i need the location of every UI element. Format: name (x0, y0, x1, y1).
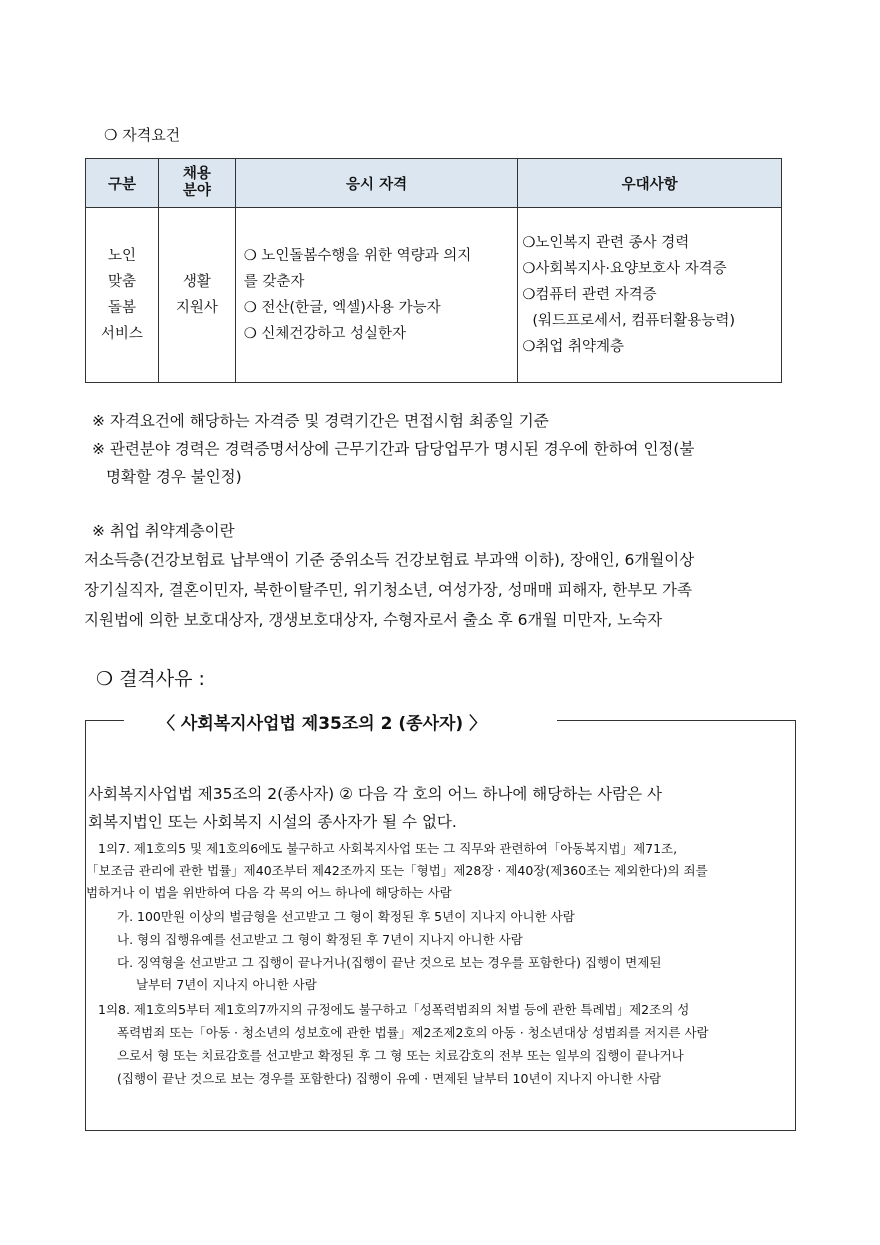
cell-preferences (518, 208, 782, 383)
qualifications-table (85, 158, 782, 383)
header-field-text: 채용 분야 (182, 166, 211, 199)
table-row (86, 208, 782, 383)
sub-item: 다. 징역형을 선고받고 그 집행이 끝나거나(집행이 끝난 것으로 보는 경우를 포함한다) 집행이 면제된 (117, 955, 662, 970)
vulnerable-line: 지원법에 의한 보호대상자, 갱생보호대상자, 수형자로서 출소 후 6개월 미만자, 노숙자 (84, 611, 663, 629)
qualifications-heading: ❍ 자격요건 (104, 126, 181, 144)
cell-requirements (235, 208, 518, 383)
note-line: 명확할 경우 불인정) (106, 468, 242, 486)
header-requirements: 응시 자격 (235, 159, 518, 208)
header-category: 구분 (86, 159, 159, 208)
clause-7-line: 범하거나 이 법을 위반하여 다음 각 목의 어느 하나에 해당하는 사람 (86, 885, 452, 900)
cell-category: 노인 맞춤 돌봄 서비스 (86, 208, 159, 383)
clause-8-line: 폭력범죄 또는「아동 · 청소년의 성보호에 관한 법률」제2조제2호의 아동 · 청소년대상 성범죄를 저지른 사람 (117, 1025, 709, 1040)
requirement-line: 를 갖춘자 (243, 274, 305, 290)
vulnerable-line: 장기실직자, 결혼이민자, 북한이탈주민, 위기청소년, 여성가장, 성매매 피해자, 한부모 가족 (84, 581, 693, 599)
cell-field: 생활 지원사 (158, 208, 235, 383)
header-preferences: 우대사항 (518, 159, 782, 208)
clause-7-line: 1의7. 제1호의5 및 제1호의6에도 불구하고 사회복지사업 또는 그 직무와 관련하여「아동복지법」제71조, (98, 841, 678, 856)
clause-7-line: 「보조금 관리에 관한 법률」제40조부터 제42조까지 또는「형법」제28장 · 제40장(제360조는 제외한다)의 죄를 (86, 863, 708, 878)
requirement-line: ❍ 전산(한글, 엑셀)사용 가능자 (243, 300, 441, 316)
preference-line: (워드프로세서, 컴퓨터활용능력) (532, 313, 735, 329)
preference-line: ❍사회복지사·요양보호사 자격증 (522, 261, 727, 277)
clause-8-line: (집행이 끝난 것으로 보는 경우를 포함한다) 집행이 유예 · 면제된 날부터 10년이 지나지 아니한 사람 (117, 1071, 662, 1086)
box-top-border-left (86, 720, 124, 721)
preference-line: ❍취업 취약계층 (522, 339, 625, 355)
vulnerable-line: 저소득층(건강보험료 납부액이 기준 중위소득 건강보험료 부과액 이하), 장애인, 6개월이상 (84, 551, 695, 569)
clause-8-line: 으로서 형 또는 치료감호를 선고받고 확정된 후 그 형 또는 치료감호의 전부 또는 일부의 집행이 끝나거나 (117, 1048, 684, 1063)
note-line: ※ 관련분야 경력은 경력증명서상에 근무기간과 담당업무가 명시된 경우에 한하여 인정(불 (92, 440, 695, 458)
box-top-border-right (557, 720, 795, 721)
table-header-row (86, 159, 782, 208)
sub-item: 날부터 7년이 지나지 아니한 사람 (136, 977, 317, 992)
sub-item: 나. 형의 집행유예를 선고받고 그 형이 확정된 후 7년이 지나지 아니한 사람 (117, 932, 523, 947)
law-main-line: 사회복지사업법 제35조의 2(종사자) ② 다음 각 호의 어느 하나에 해당하는 사람은 사 (88, 785, 662, 803)
vulnerable-title: ※ 취업 취약계층이란 (92, 522, 235, 540)
preference-line: ❍노인복지 관련 종사 경력 (522, 235, 690, 251)
preference-line: ❍컴퓨터 관련 자격증 (522, 287, 657, 303)
requirement-line: ❍ 신체건강하고 성실한자 (243, 326, 407, 342)
note-line: ※ 자격요건에 해당하는 자격증 및 경력기간은 면접시험 최종일 기준 (92, 412, 549, 430)
disqualification-heading: ❍ 결격사유 : (96, 668, 205, 690)
law-main-line: 회복지법인 또는 사회복지 시설의 종사자가 될 수 없다. (88, 813, 457, 831)
clause-8-line: 1의8. 제1호의5부터 제1호의7까지의 규정에도 불구하고「성폭력범죄의 처벌 등에 관한 특례법」제2조의 성 (98, 1002, 690, 1017)
requirement-line: ❍ 노인돌봄수행을 위한 역량과 의지 (243, 248, 472, 264)
header-field (158, 159, 235, 208)
sub-item: 가. 100만원 이상의 벌금형을 선고받고 그 형이 확정된 후 5년이 지나지 아니한 사람 (117, 909, 575, 924)
law-title: 〈 사회복지사업법 제35조의 2 (종사자) 〉 (158, 714, 487, 734)
